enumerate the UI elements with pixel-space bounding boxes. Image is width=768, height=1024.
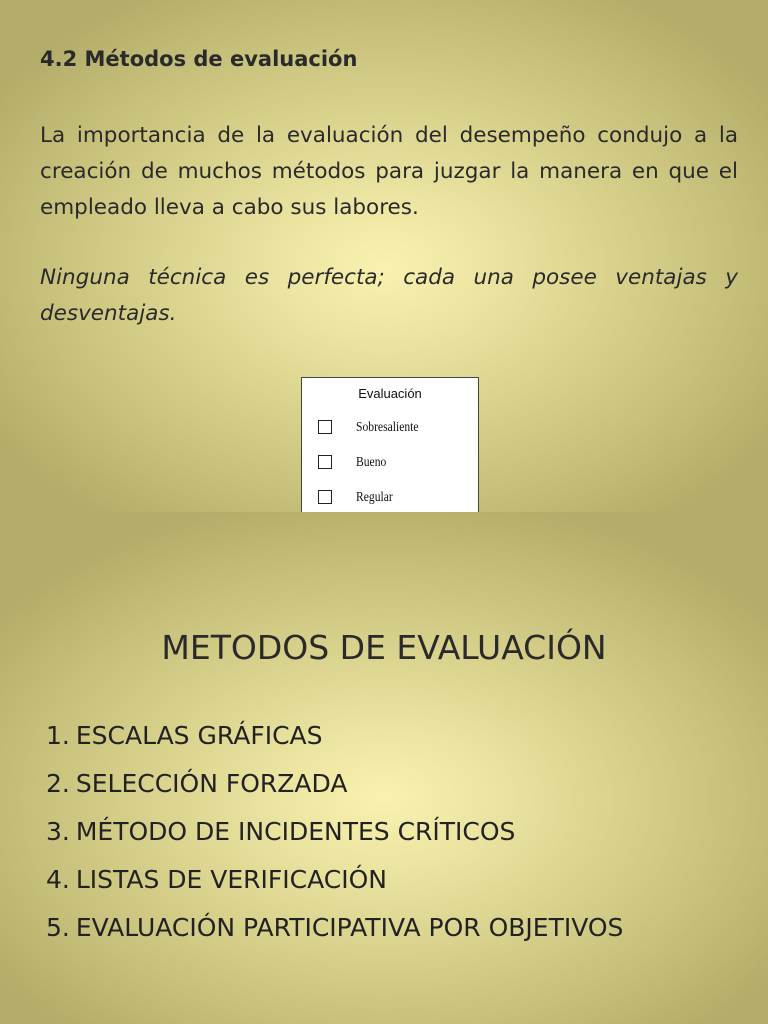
option-regular — [318, 487, 399, 507]
slide-2 — [0, 512, 768, 1024]
method-number: 3. — [46, 817, 70, 846]
method-label: ESCALAS GRÁFICAS — [75, 721, 323, 750]
method-item — [46, 712, 623, 760]
method-label: MÉTODO DE INCIDENTES CRÍTICOS — [75, 817, 516, 846]
method-label: EVALUACIÓN PARTICIPATIVA POR OBJETIVOS — [75, 913, 624, 942]
option-sobresaliente — [318, 417, 429, 437]
checkbox-icon — [318, 455, 332, 469]
method-item — [46, 904, 623, 952]
methods-list — [46, 712, 623, 952]
option-label: Sobresaliente — [356, 419, 419, 434]
option-label: Regular — [356, 489, 393, 504]
method-label: LISTAS DE VERIFICACIÓN — [75, 865, 387, 894]
checkbox-icon — [318, 420, 332, 434]
option-label: Bueno — [356, 454, 387, 469]
method-item — [46, 760, 623, 808]
method-number: 2. — [46, 769, 70, 798]
method-item — [46, 856, 623, 904]
section-heading: 4.2 Métodos de evaluación — [40, 47, 358, 71]
method-number: 1. — [46, 721, 70, 750]
note-paragraph: Ninguna técnica es perfecta; cada una posee ventajas y desventajas. — [40, 265, 738, 326]
method-item — [46, 808, 623, 856]
option-bueno — [318, 452, 391, 472]
slide-title: METODOS DE EVALUACIÓN — [161, 628, 607, 667]
intro-paragraph: La importancia de la evaluación del desempeño condujo a la creación de muchos métodos para juzgar la manera en que el empleado lleva a cabo sus labores. — [40, 123, 738, 220]
method-label: SELECCIÓN FORZADA — [75, 769, 348, 798]
form-title: Evaluación — [358, 386, 422, 401]
method-number: 5. — [46, 913, 70, 942]
method-number: 4. — [46, 865, 70, 894]
checkbox-icon — [318, 490, 332, 504]
